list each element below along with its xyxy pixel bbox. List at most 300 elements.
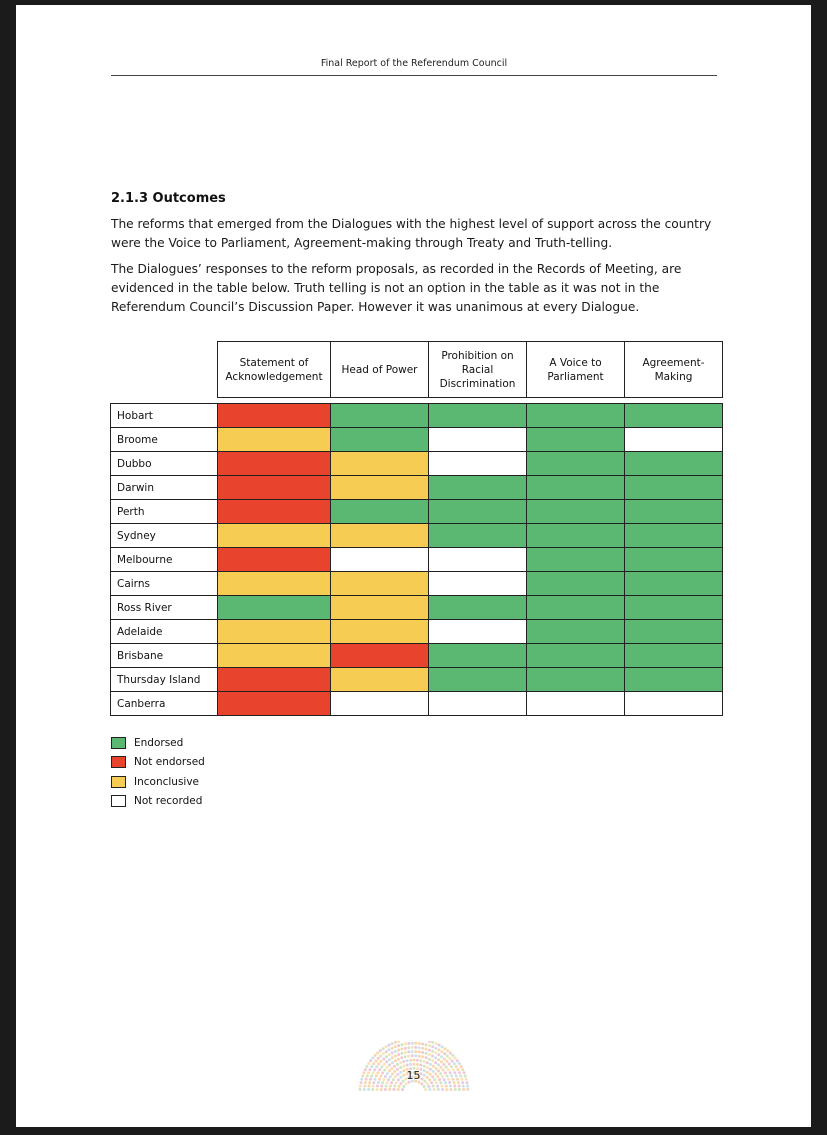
table-row [111, 620, 723, 644]
status-cell-not-endorsed [218, 692, 331, 716]
table-row [111, 404, 723, 428]
ornament-dot [397, 1058, 400, 1061]
ornament-dot [376, 1085, 379, 1088]
ornament-dot [451, 1054, 454, 1057]
ornament-dot [393, 1085, 396, 1088]
ornament-dot [409, 1063, 412, 1066]
ornament-dot [397, 1049, 400, 1052]
status-cell-endorsed [429, 596, 527, 620]
ornament-dot [443, 1047, 446, 1050]
ornament-dot [462, 1085, 465, 1088]
ornament-dot [374, 1054, 377, 1057]
status-cell-not-recorded [331, 548, 429, 572]
ornament-dot [423, 1065, 426, 1068]
status-cell-not-endorsed [331, 644, 429, 668]
section-heading: 2.1.3 Outcomes [111, 191, 226, 206]
ornament-dot [404, 1051, 407, 1054]
status-cell-not-endorsed [218, 476, 331, 500]
ornament-dot [359, 1088, 362, 1091]
ornament-dot [431, 1045, 434, 1048]
status-cell-endorsed [625, 596, 723, 620]
table-row [111, 596, 723, 620]
ornament-dot [385, 1060, 388, 1063]
ornament-dot [388, 1053, 391, 1056]
running-header: Final Report of the Referendum Council [320, 58, 508, 69]
status-cell-endorsed [429, 500, 527, 524]
ornament-dot [383, 1063, 386, 1066]
ornament-dot [394, 1041, 397, 1044]
column-header: Prohibition on Racial Discrimination [429, 342, 527, 398]
ornament-dot [394, 1059, 397, 1062]
legend-item-not-endorsed [111, 753, 205, 773]
ornament-dot [377, 1063, 380, 1066]
ornament-dot [382, 1052, 385, 1055]
ornament-dot [397, 1053, 400, 1056]
ornament-dot [414, 1050, 417, 1053]
status-cell-inconclusive [218, 524, 331, 548]
legend-swatch [111, 737, 126, 749]
dialogue-city: Hobart [111, 404, 218, 428]
ornament-dot [455, 1065, 458, 1068]
ornament-dot [440, 1050, 443, 1053]
page-number: 15 [406, 1069, 421, 1082]
ornament-dot [392, 1088, 395, 1091]
status-cell-endorsed [625, 572, 723, 596]
ornament-dot [401, 1043, 404, 1046]
ornament-dot [418, 1055, 421, 1058]
ornament-dot [418, 1050, 421, 1053]
ornament-dot [393, 1065, 396, 1068]
ornament-dot [436, 1085, 439, 1088]
ornament-dot [388, 1044, 391, 1047]
ornament-dot [450, 1065, 453, 1068]
status-cell-inconclusive [218, 644, 331, 668]
ornament-dot [394, 1045, 397, 1048]
ornament-dot [363, 1088, 366, 1091]
ornament-dot [451, 1060, 454, 1063]
ornament-dot [371, 1088, 374, 1091]
table-row [111, 452, 723, 476]
legend-item-endorsed [111, 733, 205, 753]
status-cell-not-endorsed [218, 404, 331, 428]
ornament-dot [426, 1061, 429, 1064]
ornament-dot [446, 1055, 449, 1058]
status-cell-not-endorsed [218, 500, 331, 524]
ornament-dot [441, 1045, 444, 1048]
ornament-dot [425, 1052, 428, 1055]
report-page [16, 5, 811, 1127]
ornament-dot [414, 1054, 417, 1057]
status-cell-inconclusive [331, 452, 429, 476]
dialogue-city: Thursday Island [111, 668, 218, 692]
ornament-dot [449, 1052, 452, 1055]
ornament-dot [445, 1060, 448, 1063]
status-cell-endorsed [527, 452, 625, 476]
ornament-dot [369, 1059, 372, 1062]
dialogue-city: Ross River [111, 596, 218, 620]
status-cell-inconclusive [218, 428, 331, 452]
status-cell-endorsed [429, 524, 527, 548]
ornament-dot [414, 1042, 417, 1045]
ornament-dot [416, 1059, 419, 1062]
ornament-dot [411, 1042, 414, 1045]
ornament-dot [413, 1059, 416, 1062]
ornament-dot [437, 1088, 440, 1091]
ornament-dot [453, 1062, 456, 1065]
status-cell-not-recorded [429, 692, 527, 716]
ornament-dot [414, 1046, 417, 1049]
table-corner [111, 342, 218, 398]
ornament-dot [407, 1050, 410, 1053]
ornament-dot [429, 1063, 432, 1066]
ornament-dot [428, 1053, 431, 1056]
status-cell-inconclusive [331, 572, 429, 596]
status-cell-endorsed [331, 404, 429, 428]
ornament-dot [359, 1085, 362, 1088]
ornament-dot [399, 1082, 402, 1085]
ornament-dot [367, 1062, 370, 1065]
ornament-dot [394, 1050, 397, 1053]
ornament-dot [397, 1041, 400, 1043]
ornament-dot [411, 1046, 414, 1049]
legend-swatch [111, 795, 126, 807]
status-cell-endorsed [331, 428, 429, 452]
status-cell-endorsed [527, 524, 625, 548]
ornament-dot [401, 1088, 404, 1091]
ornament-dot [391, 1056, 394, 1059]
status-cell-endorsed [625, 524, 723, 548]
dialogue-city: Perth [111, 500, 218, 524]
ornament-dot [421, 1047, 424, 1050]
status-cell-inconclusive [331, 476, 429, 500]
dialogue-city: Cairns [111, 572, 218, 596]
ornament-dot [458, 1062, 461, 1065]
ornament-dot [416, 1063, 419, 1066]
ornament-dot [428, 1041, 431, 1043]
ornament-dot [425, 1056, 428, 1059]
ornament-dot [431, 1055, 434, 1058]
table-row [111, 428, 723, 452]
status-cell-endorsed [429, 668, 527, 692]
ornament-dot [409, 1059, 412, 1062]
ornament-dot [402, 1065, 405, 1068]
status-cell-endorsed [625, 404, 723, 428]
ornament-dot [453, 1085, 456, 1088]
ornament-dot [400, 1056, 403, 1059]
ornament-dot [380, 1085, 383, 1088]
ornament-dot [419, 1059, 422, 1062]
ornament-dot [441, 1085, 444, 1088]
status-cell-inconclusive [218, 620, 331, 644]
ornament-dot [456, 1059, 459, 1062]
ornament-dot [423, 1060, 426, 1063]
legend-label: Not recorded [134, 795, 203, 808]
dialogue-city: Canberra [111, 692, 218, 716]
ornament-dot [402, 1085, 405, 1088]
ornament-dot [379, 1049, 382, 1052]
ornament-dot [379, 1055, 382, 1058]
ornament-dot [438, 1044, 441, 1047]
ornament-dot [421, 1055, 424, 1058]
status-cell-endorsed [331, 500, 429, 524]
ornament-dot [411, 1054, 414, 1057]
ornament-dot [442, 1063, 445, 1066]
status-cell-inconclusive [331, 668, 429, 692]
ornament-dot [391, 1051, 394, 1054]
ornament-dot [384, 1088, 387, 1091]
ornament-dot [434, 1056, 437, 1059]
dialogue-city: Darwin [111, 476, 218, 500]
ornament-dot [372, 1062, 375, 1065]
legend-swatch [111, 756, 126, 768]
table-body [111, 398, 723, 716]
ornament-dot [367, 1085, 370, 1088]
ornament-dot [418, 1046, 421, 1049]
ornament-dot [398, 1085, 401, 1088]
ornament-dot [428, 1058, 431, 1061]
status-cell-not-recorded [429, 548, 527, 572]
ornament-dot [419, 1064, 422, 1067]
status-cell-not-recorded [527, 692, 625, 716]
ornament-dot [445, 1088, 448, 1091]
ornament-dot [402, 1060, 405, 1063]
ornament-dot [427, 1085, 430, 1088]
ornament-dot [431, 1041, 434, 1044]
status-cell-not-endorsed [218, 452, 331, 476]
table-row [111, 476, 723, 500]
table-row [111, 644, 723, 668]
ornament-dot [458, 1085, 461, 1088]
ornament-dot [371, 1057, 374, 1060]
ornament-dot [443, 1052, 446, 1055]
ornament-dot [424, 1088, 427, 1091]
ornament-dot [391, 1042, 394, 1045]
ornament-dot [375, 1065, 378, 1068]
ornament-dot [460, 1065, 463, 1068]
ornament-dot [418, 1042, 421, 1045]
status-cell-endorsed [527, 644, 625, 668]
ornament-dot [446, 1049, 449, 1052]
ornament-dot [405, 1082, 408, 1085]
ornament-dot [454, 1057, 457, 1060]
ornament-dot [448, 1063, 451, 1066]
ornament-dot [437, 1053, 440, 1056]
status-cell-endorsed [527, 572, 625, 596]
status-cell-endorsed [429, 644, 527, 668]
status-cell-endorsed [625, 452, 723, 476]
status-cell-not-recorded [625, 428, 723, 452]
ornament-dot [380, 1088, 383, 1091]
status-cell-not-endorsed [218, 668, 331, 692]
ornament-dot [407, 1055, 410, 1058]
dialogue-city: Broome [111, 428, 218, 452]
ornament-dot [397, 1088, 400, 1091]
status-cell-endorsed [625, 500, 723, 524]
status-cell-not-recorded [331, 692, 429, 716]
ornament-dot [413, 1063, 416, 1066]
status-cell-not-recorded [429, 572, 527, 596]
status-cell-endorsed [527, 500, 625, 524]
ornament-dot [367, 1088, 370, 1091]
ornament-dot [404, 1047, 407, 1050]
ornament-dot [437, 1058, 440, 1061]
ornament-dot [450, 1088, 453, 1091]
ornament-dot [377, 1057, 380, 1060]
status-cell-not-recorded [429, 428, 527, 452]
dialogue-city: Brisbane [111, 644, 218, 668]
status-cell-endorsed [429, 404, 527, 428]
status-cell-endorsed [527, 668, 625, 692]
ornament-dot [388, 1063, 391, 1066]
ornament-dot [426, 1082, 429, 1085]
ornament-dot [449, 1085, 452, 1088]
ornament-dot [388, 1058, 391, 1061]
ornament-dot [406, 1059, 409, 1062]
ornament-dot [431, 1050, 434, 1053]
ornament-dot [406, 1064, 409, 1067]
status-cell-endorsed [625, 476, 723, 500]
ornament-dot [458, 1088, 461, 1091]
dialogue-city: Melbourne [111, 548, 218, 572]
ornament-dot [420, 1082, 423, 1085]
legend-label: Inconclusive [134, 775, 200, 788]
column-header: Head of Power [331, 342, 429, 398]
ornament-dot [437, 1063, 440, 1066]
ornament-dot [363, 1085, 366, 1088]
ornament-dot [425, 1043, 428, 1046]
table-header-row [111, 342, 723, 398]
status-cell-inconclusive [331, 524, 429, 548]
status-cell-inconclusive [331, 596, 429, 620]
ornament-dot [448, 1057, 451, 1060]
status-cell-endorsed [625, 644, 723, 668]
status-cell-endorsed [527, 620, 625, 644]
legend [111, 733, 205, 811]
status-cell-not-recorded [625, 692, 723, 716]
status-cell-not-endorsed [218, 548, 331, 572]
ornament-dot [372, 1085, 375, 1088]
ornament-dot [431, 1059, 434, 1062]
ornament-dot [391, 1047, 394, 1050]
legend-label: Endorsed [134, 736, 184, 749]
column-header: Agreement-Making [625, 342, 723, 398]
status-cell-endorsed [527, 476, 625, 500]
ornament-dot [425, 1048, 428, 1051]
paragraph-dialogues: The Dialogues’ responses to the reform proposals, as recorded in the Records of Meeting, are evidenced in the table below. Truth telling is not an option in the table as it was not in the Referendum Council’s Discussion Paper. However it was unanimous at every Dialogue. [111, 262, 682, 314]
ornament-dot [411, 1050, 414, 1053]
ornament-dot [388, 1048, 391, 1051]
status-cell-endorsed [625, 668, 723, 692]
column-header: Statement of Acknowledgement [218, 342, 331, 398]
legend-label: Not endorsed [134, 756, 205, 769]
ornament-dot [404, 1055, 407, 1058]
ornament-dot [376, 1088, 379, 1091]
ornament-dot [396, 1063, 399, 1066]
ornament-dot [423, 1085, 426, 1088]
paragraph-reforms: The reforms that emerged from the Dialogues with the highest level of support across the country were the Voice to Parliament, Agreement-making through Treaty and Truth-telling. [111, 217, 712, 250]
legend-swatch [111, 776, 126, 788]
table-row [111, 500, 723, 524]
ornament-dot [404, 1043, 407, 1046]
ornament-dot [389, 1085, 392, 1088]
ornament-dot [434, 1042, 437, 1045]
table-row [111, 548, 723, 572]
ornament-dot [432, 1065, 435, 1068]
ornament-dot [374, 1060, 377, 1063]
table-row [111, 668, 723, 692]
status-cell-not-recorded [429, 620, 527, 644]
status-cell-endorsed [527, 548, 625, 572]
dialogue-city: Sydney [111, 524, 218, 548]
column-header: A Voice to Parliament [527, 342, 625, 398]
ornament-dot [407, 1042, 410, 1045]
ornament-dot [434, 1061, 437, 1064]
status-cell-endorsed [625, 548, 723, 572]
ornament-dot [445, 1085, 448, 1088]
dot-fan-ornament [354, 1041, 474, 1091]
status-cell-endorsed [527, 428, 625, 452]
ornament-dot [391, 1061, 394, 1064]
status-cell-not-recorded [429, 452, 527, 476]
ornament-dot [443, 1058, 446, 1061]
ornament-dot [437, 1048, 440, 1051]
ornament-dot [382, 1058, 385, 1061]
ornament-dot [385, 1045, 388, 1048]
ornament-dot [462, 1088, 465, 1091]
ornament-dot [428, 1088, 431, 1091]
ornament-dot [382, 1047, 385, 1050]
ornament-dot [365, 1065, 368, 1068]
outcomes-table [110, 341, 723, 716]
ornament-dot [433, 1088, 436, 1091]
ornament-dot [400, 1052, 403, 1055]
ornament-dot [440, 1055, 443, 1058]
ornament-dot [441, 1088, 444, 1091]
ornament-dot [421, 1043, 424, 1046]
ornament-dot [399, 1061, 402, 1064]
ornament-dot [407, 1046, 410, 1049]
ornament-dot [434, 1047, 437, 1050]
table-row [111, 692, 723, 716]
status-cell-endorsed [527, 596, 625, 620]
ornament-dot [466, 1088, 469, 1091]
ornament-dot [394, 1055, 397, 1058]
status-cell-endorsed [527, 404, 625, 428]
ornament-dot [385, 1050, 388, 1053]
ornament-dot [428, 1044, 431, 1047]
ornament-dot [434, 1051, 437, 1054]
ornament-dot [397, 1044, 400, 1047]
ornament-dot [380, 1060, 383, 1063]
ornament-dot [432, 1085, 435, 1088]
ornament-dot [440, 1060, 443, 1063]
legend-item-not-recorded [111, 792, 205, 812]
status-cell-endorsed [429, 476, 527, 500]
status-cell-inconclusive [218, 572, 331, 596]
ornament-dot [400, 1048, 403, 1051]
legend-item-inconclusive [111, 772, 205, 792]
ornament-dot [466, 1085, 469, 1088]
ornament-dot [421, 1051, 424, 1054]
ornament-dot [370, 1065, 373, 1068]
ornament-dot [385, 1085, 388, 1088]
header-divider [111, 75, 717, 76]
ornament-dot [388, 1088, 391, 1091]
ornament-dot [385, 1055, 388, 1058]
status-cell-inconclusive [331, 620, 429, 644]
ornament-dot [428, 1049, 431, 1052]
dialogue-city: Adelaide [111, 620, 218, 644]
